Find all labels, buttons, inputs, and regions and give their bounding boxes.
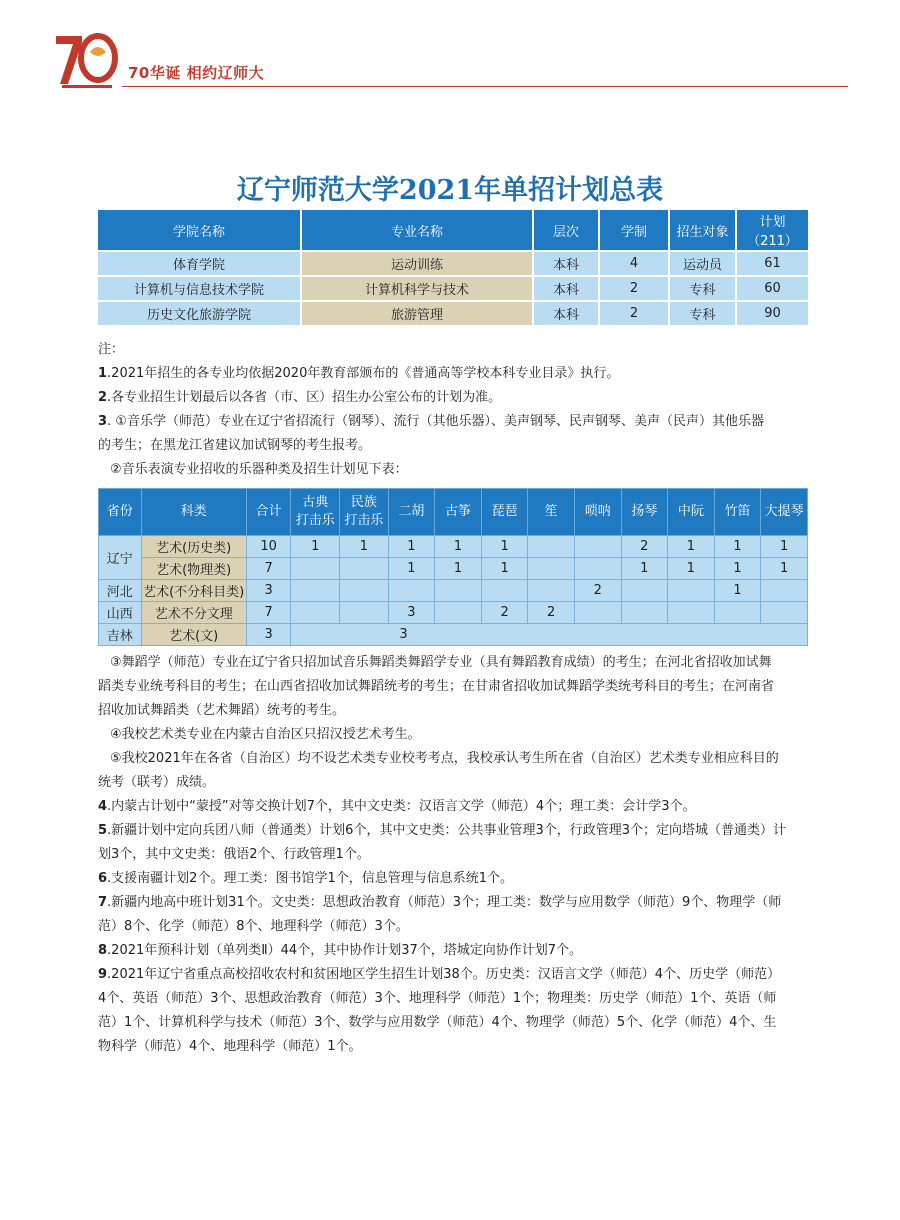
table-cell: 2 <box>599 301 669 325</box>
col-header-plan <box>736 210 808 251</box>
merged-cell: 3 <box>291 624 808 646</box>
table-cell <box>435 602 482 624</box>
note-8 <box>98 939 818 963</box>
table-row <box>99 558 808 580</box>
header-slogan: 70华诞 相约辽师大 <box>128 64 265 82</box>
table-cell: 历史文化旅游学院 <box>98 301 301 325</box>
header-line: 打击乐 <box>295 513 335 528</box>
table-cell: 2 <box>528 602 575 624</box>
table-header-row <box>99 489 808 536</box>
col-header: 层次 <box>533 210 599 251</box>
table-row <box>99 536 808 558</box>
note-number: 2 <box>98 390 108 405</box>
category-cell: 艺术(历史类) <box>141 536 246 558</box>
header-divider <box>122 86 848 87</box>
table-cell: 本科 <box>533 276 599 301</box>
note-3-dance: ③舞蹈学（师范）专业在辽宁省只招加试音乐舞蹈类舞蹈学专业（具有舞蹈教育成绩）的考生；在河北省招收加试舞 <box>110 655 772 670</box>
note-number: 1 <box>98 366 108 381</box>
table-cell: 1 <box>388 536 435 558</box>
table-cell: 计算机与信息技术学院 <box>98 276 301 301</box>
note-text: .新疆内地高中班计划31个。文史类：思想政治教育（师范）3个；理工类：数学与应用数学（师范）9个、物理学（师 <box>107 895 782 910</box>
table-cell: 1 <box>340 536 389 558</box>
province-cell: 河北 <box>99 580 142 602</box>
table-cell: 1 <box>435 558 482 580</box>
table-cell: 2 <box>574 580 621 602</box>
note-text: . ①音乐学（师范）专业在辽宁省招流行（钢琴）、流行（其他乐器）、美声钢琴、民声钢琴、美声（民声）其他乐器 <box>107 414 764 429</box>
table-cell: 60 <box>736 276 808 301</box>
note-text: .2021年招生的各专业均依据2020年教育部颁布的《普通高等学校本科专业目录》执行。 <box>107 366 620 381</box>
col-header: 合计 <box>246 489 291 536</box>
note-2 <box>98 386 818 410</box>
note-3-dance-cont: 蹈类专业统考科目的考生；在山西省招收加试舞蹈统考的考生；在甘肃省招收加试舞蹈学类统考科目的考生；在河南省 <box>98 679 775 694</box>
col-header: 学院名称 <box>98 210 301 251</box>
col-header-folk-percussion <box>340 489 389 536</box>
note-7 <box>98 891 818 915</box>
col-header: 笙 <box>528 489 575 536</box>
note-6 <box>98 867 818 891</box>
category-cell: 艺术(物理类) <box>141 558 246 580</box>
note-3-cont: 的考生；在黑龙江省建议加试钢琴的考生报考。 <box>98 438 372 453</box>
note-number: 5 <box>98 823 108 838</box>
col-header: 竹笛 <box>714 489 761 536</box>
note-3-inner-mongolia: ④我校艺术类专业在内蒙古自治区只招汉授艺术考生。 <box>110 727 421 742</box>
note-9-cont: 物科学（师范）4个、地理科学（师范）1个。 <box>98 1039 362 1054</box>
table-cell: 1 <box>714 536 761 558</box>
plan-summary-table <box>98 210 808 325</box>
note-text: .内蒙古计划中“蒙授”对等交换计划7个，其中文史类：汉语言文学（师范）4个；理工类：会计学3个。 <box>107 799 696 814</box>
notes-section-continued <box>98 651 818 1059</box>
notes-section <box>98 338 818 482</box>
table-cell: 1 <box>714 558 761 580</box>
table-cell: 7 <box>246 602 291 624</box>
table-cell: 3 <box>388 602 435 624</box>
table-cell: 1 <box>291 536 340 558</box>
table-cell <box>574 558 621 580</box>
note-3-exam: ⑤我校2021年在各省（自治区）均不设艺术类专业校考考点，我校承认考生所在省（自治区）艺术类专业相应科目的 <box>110 751 779 766</box>
anniversary-logo <box>52 28 120 90</box>
table-cell: 1 <box>435 536 482 558</box>
table-cell: 本科 <box>533 301 599 325</box>
table-cell <box>291 580 340 602</box>
note-number: 6 <box>98 871 108 886</box>
col-header: 科类 <box>141 489 246 536</box>
table-cell <box>528 580 575 602</box>
table-cell <box>481 580 528 602</box>
note-5 <box>98 819 818 843</box>
note-3-exam-cont: 统考（联考）成绩。 <box>98 775 216 790</box>
note-number: 3 <box>98 414 108 429</box>
note-number: 9 <box>98 967 108 982</box>
table-cell: 体育学院 <box>98 251 301 276</box>
header-line: 打击乐 <box>344 513 384 528</box>
table-header-row <box>98 210 808 251</box>
col-header: 专业名称 <box>301 210 533 251</box>
note-text: .2021年辽宁省重点高校招收农村和贫困地区学生招生计划38个。历史类：汉语言文学（师范）4个、历史学（师范） <box>107 967 781 982</box>
category-cell: 艺术(文) <box>141 624 246 646</box>
table-row <box>99 580 808 602</box>
category-cell: 艺术(不分科目类) <box>141 580 246 602</box>
table-cell <box>291 602 340 624</box>
note-text: .2021年预科计划（单列类Ⅱ）44个，其中协作计划37个，塔城定向协作计划7个。 <box>107 943 583 958</box>
table-row <box>98 251 808 276</box>
table-cell <box>714 602 761 624</box>
note-text: .新疆计划中定向兵团八师（普通类）计划6个，其中文史类：公共事业管理3个，行政管理3个；定向塔城（普通类）计 <box>107 823 786 838</box>
table-cell: 61 <box>736 251 808 276</box>
table-cell <box>340 558 389 580</box>
col-header-classical-percussion <box>291 489 340 536</box>
province-cell: 吉林 <box>99 624 142 646</box>
note-text: .各专业招生计划最后以各省（市、区）招生办公室公布的计划为准。 <box>107 390 502 405</box>
table-cell: 旅游管理 <box>301 301 533 325</box>
table-cell <box>574 602 621 624</box>
table-cell: 1 <box>388 558 435 580</box>
table-cell <box>761 602 808 624</box>
note-9 <box>98 963 818 987</box>
table-row <box>98 276 808 301</box>
table-cell: 2 <box>599 276 669 301</box>
table-cell: 计算机科学与技术 <box>301 276 533 301</box>
table-cell: 3 <box>246 624 291 646</box>
col-header: 中阮 <box>668 489 715 536</box>
header-line: 古典 <box>302 495 329 510</box>
note-1 <box>98 362 818 386</box>
col-header: 招生对象 <box>669 210 736 251</box>
note-3-music-performance: ②音乐表演专业招收的乐器种类及招生计划见下表： <box>110 462 408 477</box>
note-4 <box>98 795 818 819</box>
table-cell: 7 <box>246 558 291 580</box>
table-cell <box>761 580 808 602</box>
notes-label: 注： <box>98 342 125 357</box>
table-cell <box>528 558 575 580</box>
col-header: 学制 <box>599 210 669 251</box>
col-header: 唢呐 <box>574 489 621 536</box>
table-cell <box>668 602 715 624</box>
table-cell: 1 <box>668 536 715 558</box>
note-number: 4 <box>98 799 108 814</box>
col-header: 省份 <box>99 489 142 536</box>
table-row <box>99 624 808 646</box>
table-cell <box>668 580 715 602</box>
note-7-cont: 范）8个、化学（师范）8个、地理科学（师范）3个。 <box>98 919 409 934</box>
table-cell: 10 <box>246 536 291 558</box>
note-text: .支援南疆计划2个。理工类：图书馆学1个，信息管理与信息系统1个。 <box>107 871 513 886</box>
table-cell: 1 <box>481 536 528 558</box>
table-cell: 运动员 <box>669 251 736 276</box>
table-cell <box>291 558 340 580</box>
table-cell: 本科 <box>533 251 599 276</box>
table-cell: 3 <box>246 580 291 602</box>
col-header: 大提琴 <box>761 489 808 536</box>
table-cell: 专科 <box>669 301 736 325</box>
table-cell: 专科 <box>669 276 736 301</box>
col-header: 古筝 <box>435 489 482 536</box>
table-cell: 2 <box>621 536 668 558</box>
note-9-cont: 范）1个、计算机科学与技术（师范）3个、数学与应用数学（师范）4个、物理学（师范）5个、化学（师范）4个、生 <box>98 1015 777 1030</box>
col-header-sub: （211） <box>747 234 798 249</box>
table-cell <box>574 536 621 558</box>
note-number: 7 <box>98 895 108 910</box>
table-cell: 2 <box>481 602 528 624</box>
table-cell <box>528 536 575 558</box>
table-cell: 1 <box>761 558 808 580</box>
col-header: 扬琴 <box>621 489 668 536</box>
table-cell <box>435 580 482 602</box>
table-cell: 1 <box>761 536 808 558</box>
province-cell: 辽宁 <box>99 536 142 580</box>
table-cell <box>621 580 668 602</box>
col-header: 二胡 <box>388 489 435 536</box>
note-number: 8 <box>98 943 108 958</box>
table-cell: 90 <box>736 301 808 325</box>
table-cell: 1 <box>481 558 528 580</box>
note-3 <box>98 410 818 434</box>
table-cell <box>340 580 389 602</box>
col-header: 计划 <box>759 215 786 230</box>
table-cell <box>388 580 435 602</box>
category-cell: 艺术不分文理 <box>141 602 246 624</box>
table-cell <box>340 602 389 624</box>
table-cell: 运动训练 <box>301 251 533 276</box>
col-header: 琵琶 <box>481 489 528 536</box>
table-cell: 1 <box>714 580 761 602</box>
note-5-cont: 划3个，其中文史类：俄语2个、行政管理1个。 <box>98 847 370 862</box>
table-cell: 4 <box>599 251 669 276</box>
table-cell: 1 <box>621 558 668 580</box>
table-row <box>99 602 808 624</box>
province-cell: 山西 <box>99 602 142 624</box>
table-row <box>98 301 808 325</box>
header-line: 民族 <box>350 495 377 510</box>
music-performance-table <box>98 488 808 646</box>
page-title: 辽宁师范大学2021年单招计划总表 <box>236 175 664 206</box>
table-cell: 1 <box>668 558 715 580</box>
note-3-dance-cont: 招收加试舞蹈类（艺术舞蹈）统考的考生。 <box>98 703 346 718</box>
note-9-cont: 4个、英语（师范）3个、思想政治教育（师范）3个、地理科学（师范）1个；物理类：历史学（师范）1个、英语（师 <box>98 991 777 1006</box>
page-header <box>0 0 900 100</box>
table-cell <box>621 602 668 624</box>
